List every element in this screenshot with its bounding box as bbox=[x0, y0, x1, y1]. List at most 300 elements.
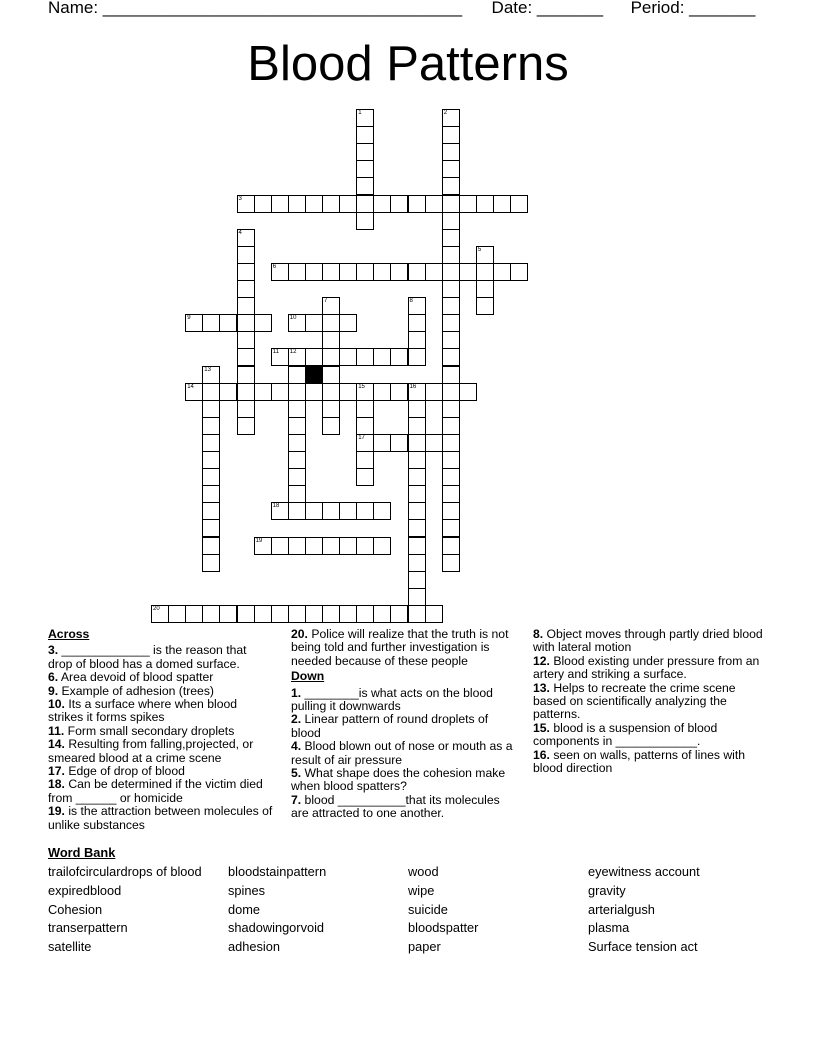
grid-cell[interactable] bbox=[271, 605, 289, 623]
grid-cell[interactable] bbox=[356, 383, 374, 401]
grid-cell[interactable] bbox=[219, 383, 237, 401]
down-clue bbox=[533, 655, 768, 682]
grid-cell[interactable] bbox=[408, 383, 426, 401]
grid-cell[interactable] bbox=[425, 263, 443, 281]
grid-cell[interactable] bbox=[442, 366, 460, 384]
down-clue bbox=[291, 794, 516, 821]
grid-cell[interactable] bbox=[237, 195, 255, 213]
grid-cell[interactable] bbox=[408, 263, 426, 281]
grid-cell[interactable] bbox=[442, 177, 460, 195]
clue-number: 6. bbox=[48, 670, 59, 685]
clue-text: Resulting from falling,projected, or smeared blood at a crime scene bbox=[48, 737, 254, 765]
clue-number: 12. bbox=[533, 653, 550, 668]
grid-cell[interactable] bbox=[373, 348, 391, 366]
clue-number: 17 bbox=[358, 434, 365, 441]
grid-cell[interactable] bbox=[237, 331, 255, 349]
grid-cell[interactable] bbox=[356, 537, 374, 555]
clue-number: 4 bbox=[238, 229, 242, 236]
clue-number: 14 bbox=[187, 383, 194, 390]
grid-cell[interactable] bbox=[339, 195, 357, 213]
grid-cell[interactable] bbox=[322, 263, 340, 281]
clue-text: Blood blown out of nose or mouth as a result of air pressure bbox=[291, 739, 513, 767]
clue-text: Area devoid of blood spatter bbox=[58, 670, 214, 685]
grid-cell[interactable] bbox=[408, 468, 426, 486]
word-bank-item: transerpattern bbox=[48, 920, 128, 936]
word-bank-item: expiredblood bbox=[48, 882, 122, 898]
grid-cell[interactable] bbox=[373, 263, 391, 281]
grid-cell[interactable] bbox=[476, 246, 494, 264]
grid-cell[interactable] bbox=[288, 314, 306, 332]
grid-cell[interactable] bbox=[254, 314, 272, 332]
grid-cell[interactable] bbox=[442, 297, 460, 315]
grid-cell[interactable] bbox=[356, 605, 374, 623]
grid-cell[interactable] bbox=[288, 502, 306, 520]
across-clues bbox=[48, 628, 273, 832]
grid-cell[interactable] bbox=[408, 605, 426, 623]
grid-cell[interactable] bbox=[425, 383, 443, 401]
grid-cell[interactable] bbox=[271, 348, 289, 366]
grid-cell[interactable] bbox=[356, 348, 374, 366]
across-clue bbox=[48, 738, 273, 765]
grid-cell[interactable] bbox=[288, 605, 306, 623]
grid-cell[interactable] bbox=[322, 605, 340, 623]
grid-cell[interactable] bbox=[288, 348, 306, 366]
grid-cell[interactable] bbox=[408, 297, 426, 315]
grid-cell[interactable] bbox=[442, 348, 460, 366]
grid-cell[interactable] bbox=[390, 195, 408, 213]
grid-cell[interactable] bbox=[322, 348, 340, 366]
grid-cell[interactable] bbox=[322, 417, 340, 435]
grid-cell[interactable] bbox=[202, 366, 220, 384]
grid-cell[interactable] bbox=[339, 348, 357, 366]
clue-text: Example of adhesion (trees) bbox=[58, 683, 214, 698]
clue-number: 15 bbox=[358, 383, 365, 390]
grid-cell[interactable] bbox=[356, 502, 374, 520]
grid-cell[interactable] bbox=[322, 331, 340, 349]
word-bank-item: shadowingorvoid bbox=[228, 920, 325, 936]
grid-cell[interactable] bbox=[339, 263, 357, 281]
grid-cell[interactable] bbox=[185, 605, 203, 623]
grid-cell[interactable] bbox=[442, 246, 460, 264]
grid-cell[interactable] bbox=[356, 468, 374, 486]
grid-cell[interactable] bbox=[322, 537, 340, 555]
clue-number: 5 bbox=[477, 246, 482, 253]
clue-text: Can be determined if the victim died from ______ or homicide bbox=[48, 777, 263, 805]
grid-cell[interactable] bbox=[356, 434, 374, 452]
clue-number: 3 bbox=[238, 195, 242, 202]
grid-cell[interactable] bbox=[237, 348, 255, 366]
grid-cell[interactable] bbox=[493, 195, 511, 213]
clue-text: Edge of drop of blood bbox=[64, 764, 185, 779]
grid-cell[interactable] bbox=[425, 605, 443, 623]
clue-number: 12 bbox=[289, 349, 297, 356]
grid-cell[interactable] bbox=[202, 451, 220, 469]
clue-number: 4. bbox=[291, 739, 302, 754]
grid-cell[interactable] bbox=[305, 605, 323, 623]
grid-cell[interactable] bbox=[305, 195, 323, 213]
grid-cell[interactable] bbox=[305, 314, 323, 332]
clue-number: 3. bbox=[48, 643, 59, 658]
clue-text: Police will realize that the truth is not being told and further investigation is needed because of these people bbox=[291, 627, 509, 668]
grid-cell[interactable] bbox=[356, 143, 374, 161]
across-clue bbox=[48, 685, 273, 698]
grid-cell[interactable] bbox=[271, 263, 289, 281]
down-clue bbox=[291, 740, 516, 767]
clue-text: What shape does the cohesion make when blood spatters? bbox=[291, 766, 506, 794]
grid-cell[interactable] bbox=[408, 502, 426, 520]
clue-number: 19 bbox=[255, 537, 263, 544]
across-clue bbox=[48, 805, 273, 832]
grid-cell[interactable] bbox=[408, 348, 426, 366]
grid-cell[interactable] bbox=[442, 126, 460, 144]
grid-cell[interactable] bbox=[442, 263, 460, 281]
grid-cell[interactable] bbox=[339, 502, 357, 520]
grid-cell[interactable] bbox=[425, 195, 443, 213]
clue-number: 20. bbox=[291, 627, 308, 641]
grid-cell[interactable] bbox=[459, 195, 477, 213]
across-clue bbox=[48, 644, 273, 671]
grid-cell[interactable] bbox=[356, 212, 374, 230]
grid-cell[interactable] bbox=[254, 383, 272, 401]
grid-cell[interactable] bbox=[356, 451, 374, 469]
grid-cell[interactable] bbox=[254, 537, 272, 555]
grid-cell[interactable] bbox=[373, 605, 391, 623]
grid-cell[interactable] bbox=[202, 434, 220, 452]
grid-cell[interactable] bbox=[373, 502, 391, 520]
date-field[interactable]: Date: _______ bbox=[491, 0, 604, 17]
grid-cell[interactable] bbox=[408, 537, 426, 555]
clue-number: 11 bbox=[272, 349, 279, 356]
across-heading: Across bbox=[48, 627, 90, 641]
clue-text: Form small secondary droplets bbox=[64, 723, 235, 738]
grid-cell[interactable] bbox=[271, 383, 289, 401]
clue-number: 16. bbox=[533, 747, 550, 762]
word-bank-item: paper bbox=[408, 939, 441, 955]
grid-cell[interactable] bbox=[373, 195, 391, 213]
page-title: Blood Patterns bbox=[247, 37, 569, 91]
grid-cell[interactable] bbox=[271, 195, 289, 213]
clue-text: Helps to recreate the crime scene based on scientifically analyzing the patterns. bbox=[533, 680, 736, 722]
grid-cell[interactable] bbox=[390, 348, 408, 366]
clues-column-2 bbox=[291, 628, 516, 821]
clue-number: 2 bbox=[443, 110, 448, 116]
grid-cell[interactable] bbox=[322, 195, 340, 213]
grid-cell[interactable] bbox=[254, 605, 272, 623]
clue-number: 14. bbox=[48, 737, 65, 752]
down-clue bbox=[291, 767, 516, 794]
word-bank-item: eyewitness account bbox=[588, 864, 700, 879]
word-bank-item: arterialgush bbox=[588, 901, 655, 917]
grid-cell[interactable] bbox=[305, 502, 323, 520]
grid-cell[interactable] bbox=[408, 554, 426, 572]
grid-cell[interactable] bbox=[322, 297, 340, 315]
grid-cell[interactable] bbox=[459, 383, 477, 401]
grid-cell[interactable] bbox=[237, 605, 255, 623]
word-bank-item: Cohesion bbox=[48, 901, 103, 917]
grid-cell[interactable] bbox=[476, 297, 494, 315]
grid-cell[interactable] bbox=[339, 314, 357, 332]
word-bank-item: wipe bbox=[408, 882, 435, 898]
grid-cell[interactable] bbox=[442, 195, 460, 213]
grid-cell[interactable] bbox=[476, 263, 494, 281]
grid-cell[interactable] bbox=[219, 314, 237, 332]
clue-text: _____________ is the reason that drop of blood has a domed surface. bbox=[48, 643, 247, 671]
grid-cell[interactable] bbox=[305, 383, 323, 401]
grid-cell[interactable] bbox=[408, 417, 426, 435]
clue-number: 7. bbox=[291, 792, 302, 807]
grid-cell[interactable] bbox=[442, 519, 460, 537]
grid-cell[interactable] bbox=[237, 400, 255, 418]
grid-cell[interactable] bbox=[151, 605, 169, 623]
grid-cell[interactable] bbox=[339, 537, 357, 555]
grid-cell[interactable] bbox=[373, 383, 391, 401]
grid-cell[interactable] bbox=[202, 537, 220, 555]
grid-cell[interactable] bbox=[185, 314, 203, 332]
grid-cell[interactable] bbox=[237, 383, 255, 401]
word-bank-item: bloodspatter bbox=[408, 920, 479, 936]
clue-number: 8 bbox=[409, 298, 413, 305]
down-clue bbox=[533, 722, 768, 749]
grid-cell[interactable] bbox=[322, 314, 340, 332]
grid-cell[interactable] bbox=[202, 400, 220, 418]
grid-cell[interactable] bbox=[356, 109, 374, 127]
clue-number: 15. bbox=[533, 720, 550, 735]
clue-text: ________is what acts on the blood pulling it downwards bbox=[291, 685, 493, 714]
word-bank-item: suicide bbox=[408, 901, 448, 917]
grid-cell[interactable] bbox=[202, 519, 220, 537]
across-clue bbox=[48, 698, 273, 725]
name-field[interactable]: Name: ______________________________________ bbox=[48, 0, 463, 17]
grid-cell[interactable] bbox=[288, 417, 306, 435]
clue-number: 9. bbox=[48, 683, 59, 698]
grid-cell[interactable] bbox=[202, 502, 220, 520]
clue-text: Linear pattern of round droplets of blood bbox=[291, 712, 489, 740]
clue-number: 5. bbox=[291, 766, 302, 781]
clue-number: 10 bbox=[289, 315, 297, 322]
grid-cell[interactable] bbox=[390, 263, 408, 281]
clue-number: 18 bbox=[272, 503, 280, 510]
grid-cell[interactable] bbox=[510, 263, 528, 281]
grid-cell[interactable] bbox=[425, 434, 443, 452]
grid-cell[interactable] bbox=[305, 537, 323, 555]
grid-cell[interactable] bbox=[442, 212, 460, 230]
grid-cell[interactable] bbox=[408, 451, 426, 469]
grid-cell[interactable] bbox=[202, 485, 220, 503]
grid-cell[interactable] bbox=[271, 502, 289, 520]
word-bank-item: plasma bbox=[588, 920, 630, 936]
grid-cell[interactable] bbox=[339, 383, 357, 401]
grid-cell[interactable] bbox=[390, 605, 408, 623]
grid-cell[interactable] bbox=[373, 434, 391, 452]
clue-number: 2. bbox=[291, 712, 302, 727]
grid-cell[interactable] bbox=[442, 434, 460, 452]
down-clue bbox=[533, 682, 768, 722]
clue-text: blood is a suspension of blood components in ____________. bbox=[533, 720, 718, 749]
grid-cell[interactable] bbox=[305, 263, 323, 281]
grid-cell[interactable] bbox=[408, 519, 426, 537]
clue-text: seen on walls, patterns of lines with blood direction bbox=[533, 747, 746, 776]
word-bank-item: satellite bbox=[48, 939, 92, 955]
grid-cell[interactable] bbox=[459, 263, 477, 281]
grid-cell[interactable] bbox=[237, 246, 255, 264]
grid-cell[interactable] bbox=[168, 605, 186, 623]
clue-number: 8. bbox=[533, 627, 544, 641]
grid-cell[interactable] bbox=[237, 417, 255, 435]
clue-text: Object moves through partly dried blood with lateral motion bbox=[533, 627, 763, 655]
grid-cell[interactable] bbox=[305, 348, 323, 366]
clue-number: 13. bbox=[533, 680, 550, 695]
word-bank-item: spines bbox=[228, 882, 265, 898]
grid-cell[interactable] bbox=[237, 297, 255, 315]
grid-cell[interactable] bbox=[408, 485, 426, 503]
grid-cell[interactable] bbox=[442, 314, 460, 332]
across-clue bbox=[48, 765, 273, 778]
down-heading: Down bbox=[291, 669, 325, 684]
clue-number: 10. bbox=[48, 697, 65, 712]
grid-cell[interactable] bbox=[237, 229, 255, 247]
grid-cell[interactable] bbox=[356, 160, 374, 178]
grid-cell[interactable] bbox=[408, 331, 426, 349]
grid-cell[interactable] bbox=[373, 537, 391, 555]
black-cell bbox=[305, 366, 323, 384]
grid-cell[interactable] bbox=[408, 588, 426, 606]
word-bank-item: trailofcirculardrops of blood bbox=[48, 864, 202, 879]
grid-cell[interactable] bbox=[442, 485, 460, 503]
clue-number: 1 bbox=[358, 110, 362, 116]
grid-cell[interactable] bbox=[408, 571, 426, 589]
clue-number: 1. bbox=[291, 685, 302, 700]
clue-number: 11. bbox=[48, 723, 65, 738]
clue-number: 19. bbox=[48, 804, 65, 819]
across-clue bbox=[48, 725, 273, 738]
grid-cell[interactable] bbox=[408, 314, 426, 332]
grid-cell[interactable] bbox=[408, 400, 426, 418]
grid-cell[interactable] bbox=[356, 126, 374, 144]
grid-cell[interactable] bbox=[339, 605, 357, 623]
grid-cell[interactable] bbox=[356, 263, 374, 281]
grid-cell[interactable] bbox=[442, 417, 460, 435]
grid-cell[interactable] bbox=[390, 383, 408, 401]
clue-number: 18. bbox=[48, 777, 65, 792]
grid-cell[interactable] bbox=[288, 434, 306, 452]
grid-cell[interactable] bbox=[202, 554, 220, 572]
grid-cell[interactable] bbox=[237, 280, 255, 298]
grid-cell[interactable] bbox=[442, 160, 460, 178]
grid-cell[interactable] bbox=[442, 383, 460, 401]
word-bank-item: gravity bbox=[588, 882, 626, 898]
clue-number: 16 bbox=[409, 383, 417, 390]
grid-cell[interactable] bbox=[237, 263, 255, 281]
grid-cell[interactable] bbox=[442, 502, 460, 520]
grid-cell[interactable] bbox=[237, 314, 255, 332]
grid-cell[interactable] bbox=[356, 400, 374, 418]
grid-cell[interactable] bbox=[288, 383, 306, 401]
word-bank-item: adhesion bbox=[228, 939, 280, 955]
down-clue bbox=[291, 687, 516, 714]
clue-text: Blood existing under pressure from an artery and striking a surface. bbox=[533, 653, 760, 682]
word-bank-heading: Word Bank bbox=[48, 845, 116, 860]
grid-cell[interactable] bbox=[322, 366, 340, 384]
grid-cell[interactable] bbox=[254, 195, 272, 213]
grid-cell[interactable] bbox=[442, 451, 460, 469]
grid-cell[interactable] bbox=[442, 229, 460, 247]
grid-cell[interactable] bbox=[288, 468, 306, 486]
grid-cell[interactable] bbox=[476, 195, 494, 213]
grid-cell[interactable] bbox=[288, 195, 306, 213]
clue-number: 17. bbox=[48, 764, 65, 779]
grid-cell[interactable] bbox=[288, 400, 306, 418]
word-bank-item: dome bbox=[228, 901, 261, 917]
word-bank-item: Surface tension act bbox=[588, 939, 698, 955]
clue-number: 20 bbox=[153, 605, 160, 612]
grid-cell[interactable] bbox=[510, 195, 528, 213]
grid-cell[interactable] bbox=[288, 537, 306, 555]
grid-cell[interactable] bbox=[202, 314, 220, 332]
grid-cell[interactable] bbox=[408, 195, 426, 213]
across-clue bbox=[48, 778, 273, 805]
down-clue bbox=[533, 749, 768, 776]
word-bank bbox=[48, 845, 768, 957]
clues-column-3 bbox=[533, 628, 768, 775]
grid-cell[interactable] bbox=[185, 383, 203, 401]
clue-text: blood __________that its molecules are attracted to one another. bbox=[291, 792, 500, 821]
grid-cell[interactable] bbox=[202, 468, 220, 486]
grid-cell[interactable] bbox=[288, 263, 306, 281]
down-clue bbox=[533, 628, 768, 655]
grid-cell[interactable] bbox=[288, 451, 306, 469]
grid-cell[interactable] bbox=[271, 537, 289, 555]
grid-cell[interactable] bbox=[202, 383, 220, 401]
across-clue bbox=[291, 628, 516, 668]
grid-cell[interactable] bbox=[202, 605, 220, 623]
grid-cell[interactable] bbox=[288, 485, 306, 503]
grid-cell[interactable] bbox=[356, 417, 374, 435]
grid-cell[interactable] bbox=[442, 109, 460, 127]
word-bank-item: wood bbox=[408, 864, 439, 879]
across-clue bbox=[48, 671, 273, 684]
clue-number: 13 bbox=[204, 366, 211, 373]
grid-cell[interactable] bbox=[390, 434, 408, 452]
clue-text: is the attraction between molecules of unlike substances bbox=[48, 804, 273, 832]
word-bank-item: bloodstainpattern bbox=[228, 864, 327, 879]
grid-cell[interactable] bbox=[356, 177, 374, 195]
grid-cell[interactable] bbox=[356, 195, 374, 213]
grid-cell[interactable] bbox=[322, 400, 340, 418]
period-field[interactable]: Period: _______ bbox=[630, 0, 756, 17]
grid-cell[interactable] bbox=[442, 554, 460, 572]
clue-number: 9 bbox=[187, 315, 191, 322]
clue-text: Its a surface where when blood strikes it forms spikes bbox=[48, 697, 238, 725]
clue-number: 6 bbox=[272, 263, 277, 270]
grid-cell[interactable] bbox=[322, 383, 340, 401]
grid-cell[interactable] bbox=[237, 366, 255, 384]
down-clue bbox=[291, 713, 516, 740]
grid-cell[interactable] bbox=[219, 605, 237, 623]
clue-number: 7 bbox=[324, 298, 328, 305]
grid-cell[interactable] bbox=[442, 280, 460, 298]
grid-cell[interactable] bbox=[493, 263, 511, 281]
grid-cell[interactable] bbox=[288, 366, 306, 384]
grid-cell[interactable] bbox=[442, 331, 460, 349]
grid-cell[interactable] bbox=[442, 468, 460, 486]
grid-cell[interactable] bbox=[442, 400, 460, 418]
grid-cell[interactable] bbox=[442, 537, 460, 555]
grid-cell[interactable] bbox=[476, 280, 494, 298]
grid-cell[interactable] bbox=[442, 143, 460, 161]
grid-cell[interactable] bbox=[408, 434, 426, 452]
grid-cell[interactable] bbox=[202, 417, 220, 435]
grid-cell[interactable] bbox=[322, 502, 340, 520]
